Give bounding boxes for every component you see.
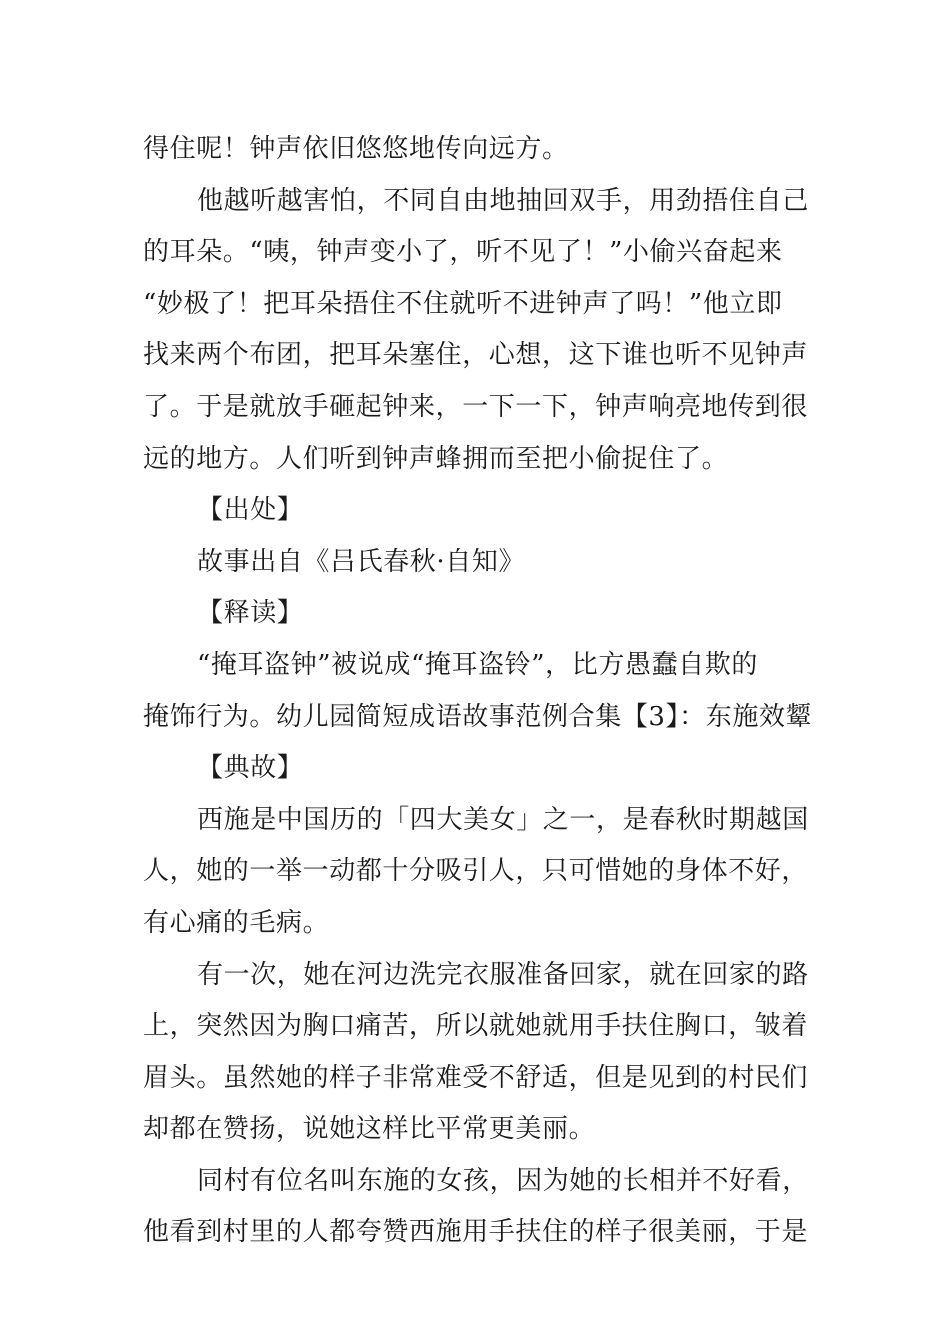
text-line: 了。于是就放手砸起钟来，一下一下，钟声响亮地传到很 <box>143 391 809 422</box>
paragraph-start: 他越听越害怕，不同自由地抽回双手，用劲捂住自己 <box>197 185 809 216</box>
section-heading-source: 【出处】 <box>197 495 304 526</box>
section-heading-allusion: 【典故】 <box>197 753 304 784</box>
text-line: 的耳朵。“咦，钟声变小了，听不见了！”小偷兴奋起来 <box>143 237 783 268</box>
text-line: 得住呢！钟声依旧悠悠地传向远方。 <box>143 134 569 164</box>
section-heading-interpretation: 【释读】 <box>197 598 304 629</box>
text-line: “妙极了！把耳朵捂住不住就听不进钟声了吗！”他立即 <box>143 288 783 319</box>
paragraph-start: 西施是中国历的「四大美女」之一，是春秋时期越国 <box>197 804 809 835</box>
paragraph-start: “掩耳盗钟”被说成“掩耳盗铃”，比方愚蠢自欺的 <box>197 649 758 680</box>
text-line: 上，突然因为胸口痛苦，所以就她就用手扶住胸口，皱着 <box>143 1011 809 1042</box>
text-line: 掩饰行为。幼儿园简短成语故事范例合集【3】：东施效颦 <box>143 701 813 732</box>
text-line: 有心痛的毛病。 <box>143 907 330 938</box>
document-page <box>143 131 813 1266</box>
paragraph-start: 同村有位名叫东施的女孩，因为她的长相并不好看， <box>197 1165 809 1196</box>
text-line: 人，她的一举一动都十分吸引人，只可惜她的身体不好， <box>143 856 809 887</box>
paragraph-start: 故事出自《吕氏春秋·自知》 <box>197 546 526 577</box>
text-line: 他看到村里的人都夸赞西施用手扶住的样子很美丽，于是 <box>143 1217 809 1248</box>
text-line: 却都在赞扬，说她这样比平常更美丽。 <box>143 1114 596 1145</box>
text-line: 眉头。虽然她的样子非常难受不舒适，但是见到的村民们 <box>143 1062 809 1093</box>
paragraph-start: 有一次，她在河边洗完衣服准备回家，就在回家的路 <box>197 959 809 990</box>
text-line: 远的地方。人们听到钟声蜂拥而至把小偷捉住了。 <box>143 443 729 474</box>
text-line: 找来两个布团，把耳朵塞住，心想，这下谁也听不见钟声 <box>143 340 809 371</box>
